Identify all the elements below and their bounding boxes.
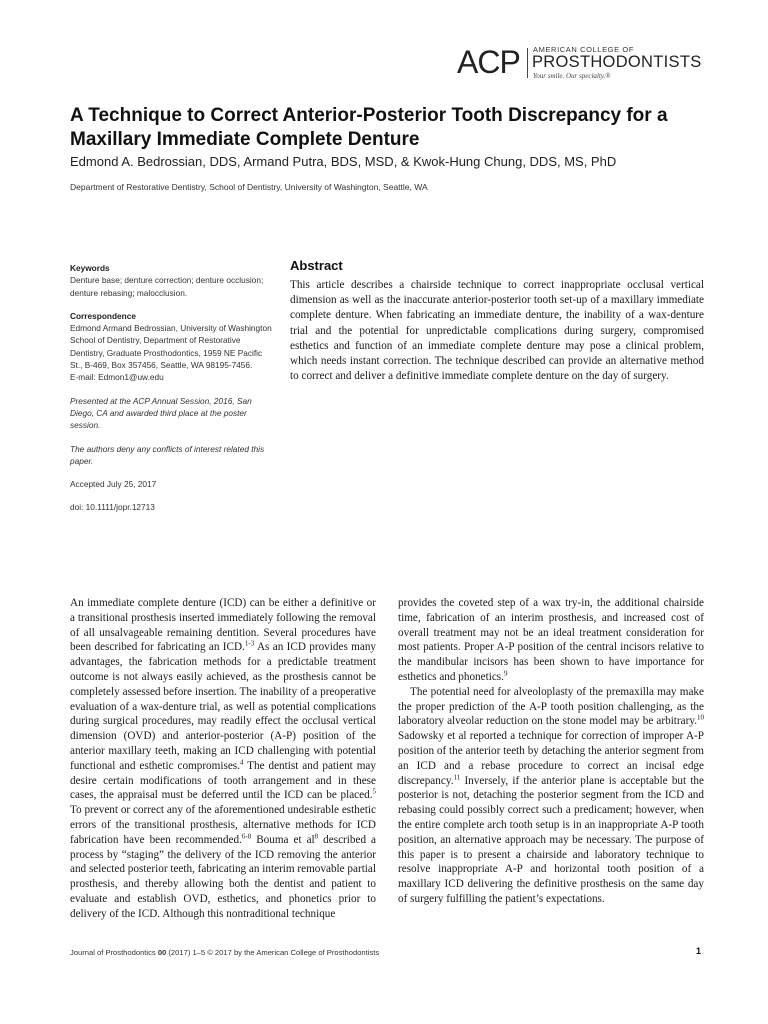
correspondence-heading: Correspondence xyxy=(70,310,136,321)
correspondence-email[interactable]: E-mail: Edmon1@uw.edu xyxy=(70,372,164,383)
citation[interactable]: 5 xyxy=(372,787,376,796)
body-column-right xyxy=(398,596,704,907)
logo-mark: ACP xyxy=(457,44,520,80)
journal-volume: 00 xyxy=(157,948,167,957)
body-text: described a process by “staging” the delivery of the ICD removing the anterior and selected posterior teeth, fabricating an interim removable partial prosthesis, and thereby allowing both the dentist and patient to evaluate and establish OVD, esthetics, and phonetics prior to delivery of the ICD. Although this nontraditional technique xyxy=(70,833,376,920)
article-title: A Technique to Correct Anterior-Posterior Tooth Discrepancy for a Maxillary Immediate Complete Denture xyxy=(70,105,668,150)
logo-tagline: Your smile. Our specialty.® xyxy=(533,72,611,80)
body-text: An immediate complete denture (ICD) can be either a definitive or a transitional prosthesis inserted immediately following the removal of all unsalvageable remaining dentition. Several procedures have been described for fabricating an ICD. xyxy=(70,597,376,654)
article-authors: Edmond A. Bedrossian, DDS, Armand Putra, BDS, MSD, & Kwok-Hung Chung, DDS, MS, PhD xyxy=(70,154,617,169)
citation[interactable]: 8 xyxy=(314,832,319,841)
citation[interactable]: 11 xyxy=(453,772,461,781)
body-text: Bouma et al xyxy=(251,833,315,846)
abstract-text: This article describes a chairside technique to correct inappropriate occlusal vertical dimension as well as the inaccurate anterior-posterior tooth set-up of a maxillary immediate complete denture. When fabricating an immediate denture, the inability of a wax-denture trial and the potential for unpredictable complications during surgery, compromised esthetics and function of an immediate complete denture may pose a clinical problem, which needs instant correction. The technique described can provide an alternative method to correct and deliver a definitive immediate complete denture on the day of surgery. xyxy=(290,279,704,383)
conflicts-note: The authors deny any conflicts of interest related this paper. xyxy=(70,443,265,466)
body-text: To prevent or correct any of the aforementioned undesirable esthetic errors of the transitional prosthesis, alternative methods for ICD fabrication have been recommended. xyxy=(70,804,376,846)
logo-org-line1: AMERICAN COLLEGE OF xyxy=(533,45,635,54)
page-footer xyxy=(70,948,379,957)
body-text: Sadowsky et al reported a technique for correction of improper A-P position of the anterior teeth by detaching the anterior segment from an ICD and a rebase procedure to correct an incisal edge discrepancy. xyxy=(398,730,704,787)
keywords-heading: Keywords xyxy=(70,263,110,273)
body-text: As an ICD provides many advantages, the fabrication methods for a predictable treatment outcome is not always easily achieved, as the prosthesis cannot be completely assessed before insertion. The inability of a preoperative evaluation of a wax-denture trial, as well as potential complications during surgical procedures, may readily effect the occlusal vertical dimension (OVD) and anterior-posterior (A-P) position of the anterior maxillary teeth, making an ICD challenging with potential functional and esthetic compromises. xyxy=(70,641,377,772)
keywords-block xyxy=(70,262,275,299)
acp-logo xyxy=(457,44,717,84)
citation[interactable]: 9 xyxy=(503,669,508,678)
journal-name: Journal of Prosthodontics xyxy=(70,948,156,957)
body-paragraph-1-continued xyxy=(398,596,704,685)
correspondence-block xyxy=(70,310,275,384)
article-sidebar xyxy=(70,262,275,525)
citation[interactable]: 6-8 xyxy=(241,832,252,841)
presented-note: Presented at the ACP Annual Session, 2016, San Diego, CA and awarded third place at the poster session. xyxy=(70,395,252,431)
body-text: The potential need for alveoloplasty of the premaxilla may make the proper prediction of the A-P tooth position challenging, as the laboratory alveolar reduction on the stone model may be arbitrary. xyxy=(398,685,704,728)
footer-citation: (2017) 1–5 © 2017 by the American College of Prosthodontists xyxy=(166,948,380,957)
body-paragraph-1 xyxy=(70,596,376,922)
accepted-date: Accepted July 25, 2017 xyxy=(70,479,157,490)
abstract-heading: Abstract xyxy=(290,258,343,273)
body-paragraph-2 xyxy=(398,685,704,907)
logo-divider xyxy=(527,48,528,78)
doi-link[interactable]: doi: 10.1111/jopr.12713 xyxy=(70,502,155,513)
citation[interactable]: 10 xyxy=(697,713,704,722)
keywords-text: Denture base; denture correction; denture occlusion; denture rebasing; malocclusion. xyxy=(70,275,264,298)
body-text: provides the coveted step of a wax try-in, the additional chairside time, fabrication of an interim prosthesis, and increased cost of overall treatment may not be an ideal treatment consideration for most patients. Proper A-P position of the central incisors relative to the mandibular incisors has been shown to have importance for esthetics and phonetics. xyxy=(398,597,704,683)
body-text: The dentist and patient may desire certain modifications of tooth arrangement and in these cases, the appraisal must be deferred until the ICD can be placed. xyxy=(70,759,376,802)
body-text: Inversely, if the anterior plane is acceptable but the posterior is not, detaching the posterior segment from the ICD and rebasing could possibly correct such a predicament; however, when the entire complete arch tooth setup is in an inappropriate A-P tooth position, an alternative approach may be necessary. The purpose of this paper is to present a chairside and laboratory technique to resolve inappropriate A-P and horizontal tooth position of a maxillary ICD delivering the definitive prosthesis on the same day of surgery fulfilling the patient’s expectations. xyxy=(398,774,704,905)
correspondence-text: Edmond Armand Bedrossian, University of Washington School of Dentistry, Department of Restorative Dentistry, Graduate Prosthodontics, 1959 NE Pacific St., B-469, Box 357456, Seattle, WA 98195-7456. xyxy=(70,323,272,371)
article-affiliation: Department of Restorative Dentistry, School of Dentistry, University of Washington, Seattle, WA xyxy=(70,182,428,192)
citation[interactable]: 1-3 xyxy=(244,639,255,648)
citation[interactable]: 4 xyxy=(239,758,244,767)
body-column-left xyxy=(70,596,376,922)
logo-org-line2: PROSTHODONTISTS xyxy=(532,53,702,71)
page-number: 1 xyxy=(696,946,702,956)
